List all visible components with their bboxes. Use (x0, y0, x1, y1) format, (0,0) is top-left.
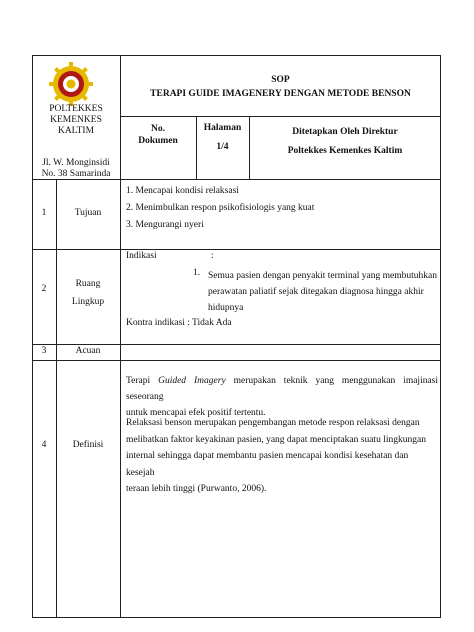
divider (32, 344, 441, 345)
row-label-definisi: Definisi (72, 440, 104, 450)
page-value: 1/4 (216, 142, 229, 152)
institution-name: POLTEKKES KEMENKES KALTIM (49, 104, 103, 136)
approved-by: Ditetapkan Oleh Direktur Poltekkes Kemenkes Kaltim (287, 127, 403, 156)
row-number: 4 (41, 440, 47, 450)
row-number: 3 (41, 346, 47, 356)
institution-address: Jl. W. Monginsidi No. 38 Samarinda (41, 158, 111, 179)
sop-title: TERAPI GUIDE IMAGENERY DENGAN METODE BENSON (150, 89, 411, 99)
row-number: 1 (41, 208, 47, 218)
list-item: 3. Mengurangi nyeri (126, 220, 204, 230)
row-label-acuan: Acuan (75, 346, 101, 356)
definisi-paragraph-2: Relaksasi benson merupakan pengembangan metode respon relaksasi dengan melibatkan faktor keyakinan pasien, yang dapat menciptakan suatu lingkungan internal sehingga dapat membantu pasien mencapai kondisi kesehatan dan kesejah teraan lebih tinggi (Purwanto, 2006). (126, 418, 426, 494)
doc-number-label: No. Dokumen (138, 124, 178, 146)
definisi-paragraph-1: Terapi Guided Imagery merupakan teknik yang menggunakan imajinasi seseorang untuk mencapai efek positif tertentu. (126, 376, 439, 418)
divider (120, 116, 441, 117)
sop-label: SOP (271, 75, 290, 85)
divider (56, 179, 57, 618)
kontra-indikasi: Kontra indikasi : Tidak Ada (126, 318, 232, 328)
list-item: 1. Mencapai kondisi relaksasi (126, 186, 239, 196)
indikasi-label: Indikasi (126, 251, 157, 261)
indikasi-number: 1. (193, 268, 201, 278)
list-item: 2. Menimbulkan respon psikofisiologis yang kuat (126, 203, 315, 213)
row-label-tujuan: Tujuan (74, 208, 102, 218)
row-label-ruang-lingkup: Ruang Lingkup (71, 279, 105, 307)
indikasi-text: Semua pasien dengan penyakit terminal yang membutuhkan perawatan paliatif sejak ditegakan diagnosa hingga akhir hidupnya (208, 271, 437, 313)
tujuan-list (126, 183, 436, 234)
indikasi-colon: : (211, 251, 214, 261)
divider (32, 360, 441, 361)
row-number: 2 (41, 284, 47, 294)
divider (32, 249, 441, 250)
page-label: Halaman (203, 123, 242, 133)
poltekkes-logo-icon (48, 61, 94, 107)
